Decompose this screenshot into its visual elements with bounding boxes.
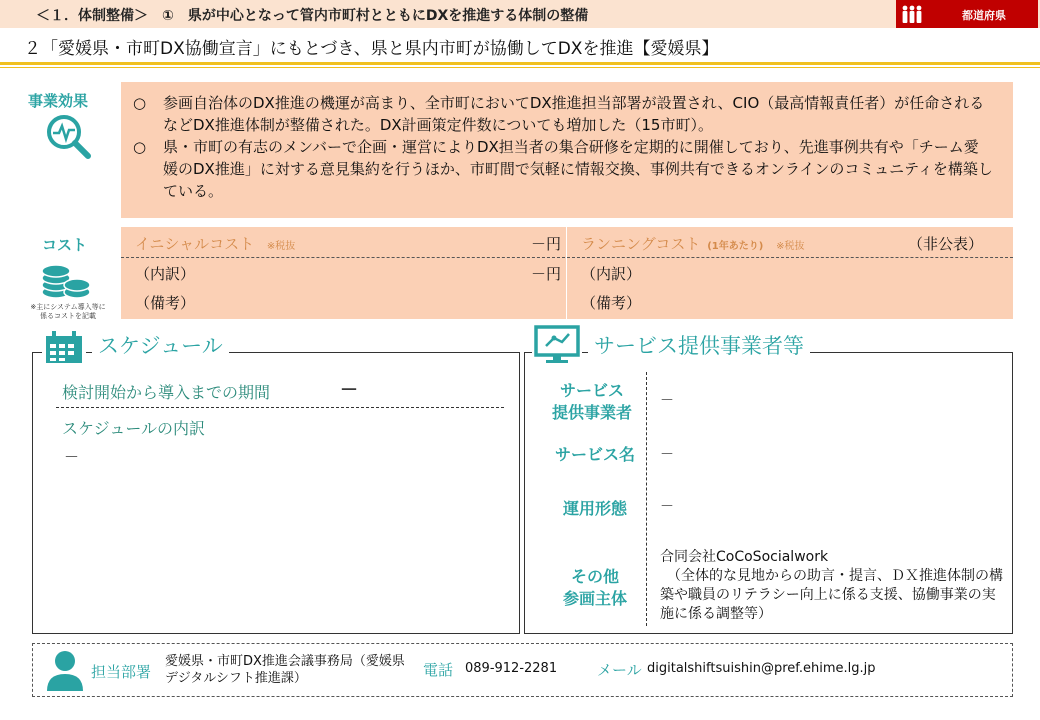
- cost-label: コスト: [42, 236, 88, 254]
- coins-icon: [40, 258, 92, 300]
- effect-box: [121, 82, 1013, 218]
- tax-note: ※税抜: [266, 241, 296, 252]
- schedule-period-label: 検討開始から導入までの期間: [62, 383, 271, 402]
- contact-footer: [32, 643, 1013, 697]
- service-provider-label-line1: サービス: [559, 381, 624, 400]
- initial-cost-title: [135, 233, 295, 254]
- service-mode-value: －: [660, 499, 674, 515]
- effect-item: [133, 136, 993, 202]
- schedule-heading: スケジュール: [92, 330, 229, 360]
- running-period: (1年あたり): [707, 241, 764, 252]
- schedule-divider: [56, 407, 504, 408]
- cost-note: ※主にシステム導入等に係るコストを記載: [30, 303, 106, 320]
- title-rule-thin: [0, 67, 1040, 68]
- initial-cost-value: －円: [530, 235, 561, 253]
- service-name-label: サービス名: [554, 445, 635, 464]
- service-other-detail: （全体的な見地からの助言・提言、ＤＸ推進体制の構築や職員のリテラシー向上に係る支援、協働事業の実施に係る調整等）: [660, 568, 1003, 622]
- schedule-detail-label: スケジュールの内訳: [62, 419, 206, 438]
- service-other-value: [660, 548, 1006, 624]
- mail-value: digitalshiftsuishin@pref.ehime.lg.jp: [647, 661, 876, 676]
- person-icon: [43, 648, 87, 692]
- calendar-icon: [42, 330, 86, 364]
- cost-divider: [121, 257, 565, 258]
- people-icon: [900, 4, 924, 24]
- tax-note: ※税抜: [776, 241, 805, 252]
- running-cost-box: [567, 227, 1013, 319]
- initial-cost-box: [121, 227, 565, 319]
- magnifier-chart-icon: [44, 112, 94, 160]
- bullet: ○: [133, 138, 147, 156]
- service-provider-label: [540, 380, 644, 424]
- cost-gap: [565, 227, 566, 319]
- monitor-icon: [532, 324, 582, 364]
- top-band: [0, 0, 1040, 28]
- breadcrumb: ＜１．体制整備＞ ① 県が中心となって管内市町村とともにDXを推進する体制の整備: [36, 8, 589, 24]
- effect-item: [133, 92, 993, 136]
- dept-value: 愛媛県・市町DX推進会議事務局（愛媛県デジタルシフト推進課）: [165, 654, 405, 686]
- effect-label: 事業効果: [28, 92, 89, 110]
- initial-breakdown-label: （内訳）: [135, 265, 196, 283]
- mail-label: メール: [597, 661, 642, 679]
- cost-divider: [567, 257, 1013, 258]
- schedule-period-value: －: [340, 380, 358, 401]
- service-heading: サービス提供事業者等: [588, 330, 810, 360]
- service-mode-label: 運用形態: [562, 499, 627, 518]
- running-remarks-label: （備考）: [581, 294, 642, 312]
- phone-value: 089-912-2281: [465, 661, 558, 676]
- running-cost-title-text: ランニングコスト: [581, 235, 701, 253]
- service-other-label-line1: その他: [570, 567, 619, 586]
- prefecture-badge: [896, 0, 1038, 28]
- running-cost-title: [581, 233, 804, 254]
- initial-cost-title-text: イニシャルコスト: [135, 235, 255, 253]
- effect-text: 県・市町の有志のメンバーで企画・運営によりDX担当者の集合研修を定期的に開催しており、先進事例共有や「チーム愛媛のDX推進」に対する意見集約を行うほか、市町間で気軽に情報交換、事例共有できるオンラインのコミュニティを構築している。: [163, 138, 993, 200]
- phone-label: 電話: [423, 661, 454, 679]
- service-other-label: [540, 566, 650, 610]
- initial-remarks-label: （備考）: [135, 294, 196, 312]
- effect-text: 参画自治体のDX推進の機運が高まり、全市町においてDX推進担当部署が設置され、CIO（最高情報責任者）が任命されるなどDX推進体制が整備された。DX計画策定件数についても増加した（15市町）。: [163, 94, 985, 134]
- title-rule: [0, 62, 1040, 65]
- service-other-company: 合同会社CoCoSocialwork: [660, 549, 829, 565]
- badge-label: 都道府県: [962, 9, 1006, 22]
- running-breakdown-label: （内訳）: [581, 265, 642, 283]
- initial-breakdown-value: －円: [530, 265, 561, 283]
- service-other-label-line2: 参画主体: [562, 589, 627, 608]
- bullet: ○: [133, 94, 147, 112]
- service-provider-label-line2: 提供事業者: [551, 403, 632, 422]
- service-name-value: －: [660, 447, 674, 463]
- service-provider-value: －: [660, 393, 674, 409]
- schedule-detail-value: －: [64, 448, 80, 466]
- dept-label: 担当部署: [91, 663, 152, 681]
- page-title: ２「愛媛県・市町DX協働宣言」にもとづき、県と県内市町が協働してDXを推進【愛媛県】: [24, 39, 719, 59]
- running-cost-value: （非公表）: [907, 235, 983, 253]
